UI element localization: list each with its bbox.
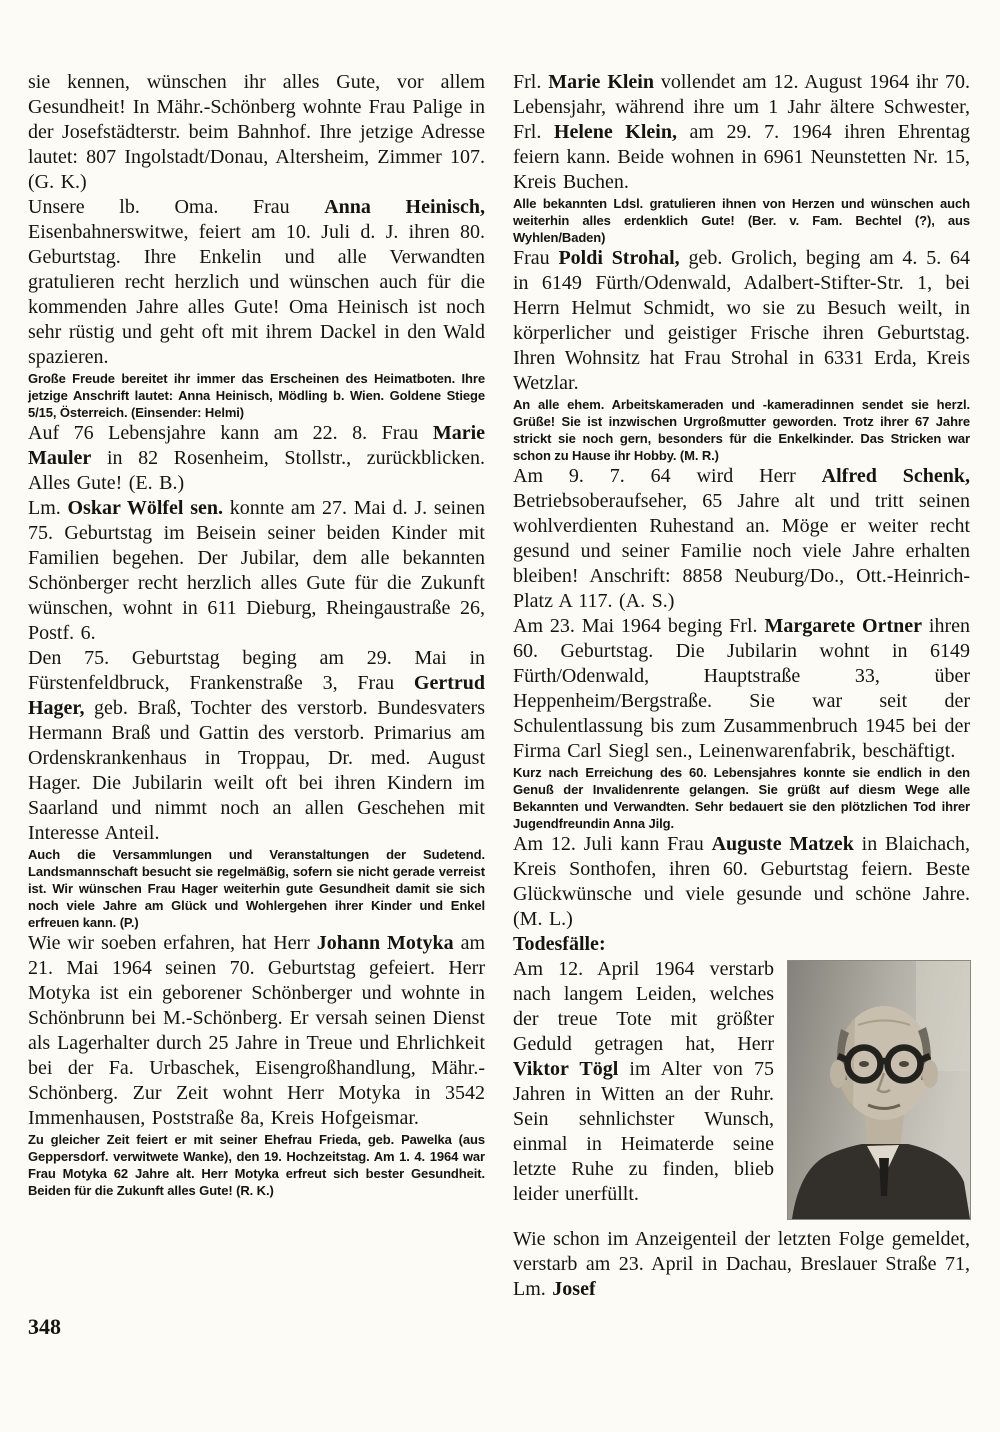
text-run: Frl. xyxy=(513,71,549,93)
bold-run: Gertrud Hager, xyxy=(28,672,485,719)
entry-anna-heinisch xyxy=(28,195,485,370)
bold-run: Marie Klein xyxy=(548,71,654,93)
text-run: ihren 60. Geburtstag. Die Jubilarin wohnt in 6149 Fürth/Odenwald, Hauptstraße 33, über Heppenheim/Bergstraße. Sie war seit der Schulentlassung bis zum Zusammenbruch 1945 bei der Firma Carl Siegl sen., Leinenwarenfabrik, beschäftigt. xyxy=(513,615,970,762)
text-run: Wie wir soeben erfahren, hat Herr xyxy=(28,932,317,954)
obituary-viktor-toegl xyxy=(513,957,970,1207)
text-run: Auch die Versammlungen und Veranstaltungen der Sudetend. Landsmannschaft besucht sie regelmäßig, sofern sie nicht gerade verreist ist. Wir wünschen Frau Hager weiterhin gute Gesundheit damit sie sich noch viele Jahre am Glück und Wohlergehen ihrer Kinder und Enkel erfreuen kann. (P.) xyxy=(28,847,485,930)
obituary-portrait-photo xyxy=(788,961,970,1219)
bold-run: Alfred Schenk, xyxy=(821,465,970,487)
text-run: im Alter von 75 Jahren in Witten an der Ruhr. Sein sehnlichster Wunsch, einmal in Heimaterde seine letzte Ruhe zu finden, blieb leider unerfüllt. xyxy=(513,1058,775,1205)
bold-run: Helene Klein, xyxy=(553,121,677,143)
note-klein-sisters xyxy=(513,195,970,246)
entry-marie-mauler xyxy=(28,421,485,496)
text-run: Betriebsoberaufseher, 65 Jahre alt und tritt seinen wohlverdienten Ruhestand an. Möge er weiter recht gesund und seiner Familie noch viele Jahre erhalten bleiben! Anschrift: 8858 Neuburg/Do., Ott.-Heinrich-Platz A 117. (A. S.) xyxy=(513,490,970,612)
left-column xyxy=(28,70,485,1302)
text-run: konnte am 27. Mai d. J. seinen 75. Geburtstag im Beisein seiner beiden Kinder mit Familien begehen. Der Jubilar, dem alle bekannten Schönberger recht herzlich alles Gute für die Zukunft wünschen, wohnt in 611 Dieburg, Rheingaustraße 26, Postf. 6. xyxy=(28,497,485,644)
entry-gertrud-hager xyxy=(28,646,485,846)
text-run: am 21. Mai 1964 seinen 70. Geburtstag gefeiert. Herr Motyka ist ein geborener Schönberger und wohnte in Schönbrunn bei M.-Schönberg. Er versah seinen Dienst als Lagerhalter durch 25 Jahre in Treue und Ehrlichkeit bei der Fa. Urbaschek, Eisengroßhandlung, Mähr.-Schönberg. Zur Zeit wohnt Herr Motyka in 3542 Immenhausen, Poststraße 8a, Kreis Hofgeismar. xyxy=(28,932,485,1129)
text-run: Zu gleicher Zeit feiert er mit seiner xyxy=(28,1132,265,1147)
text-run: Auf 76 Lebensjahre kann am 22. 8. Frau xyxy=(28,422,433,444)
bold-run: Auguste Matzek xyxy=(711,833,854,855)
text-run: Eisenbahnerswitwe, feiert am 10. Juli d. J. ihren 80. Geburtstag. Ihre Enkelin und alle Verwandten gratulieren recht herzlich und wünschen auch für die kommenden Jahre alles Gute! Oma Heinisch ist noch sehr rüstig und geht oft mit ihrem Dackel in den Wald spazieren. xyxy=(28,221,485,368)
text-run: am 29. 7. 1964 ihren Ehrentag feiern kann. Beide wohnen in 6961 Neunstetten Nr. 15, Kreis Buchen. xyxy=(513,121,970,193)
text-run: geb. Braß, Tochter des verstorb. Bundesvaters Hermann Braß und Gattin des verstorb. Primarius am Ordenskrankenhaus in Troppau, Dr. med. August Hager. Die Jubilarin weilt oft bei ihren Kindern im Saarland und nimmt noch an allen Geschehen mit Interesse Anteil. xyxy=(28,697,485,844)
obituary-josef-continued xyxy=(513,1227,970,1302)
page-number: 348 xyxy=(28,1314,61,1339)
text-run: vollendet am 12. August 1964 ihr 70. Lebensjahr, während ihre um 1 Jahr ältere Schwester, Frl. xyxy=(513,71,970,143)
entry-poldi-strohal xyxy=(513,246,970,396)
entry-auguste-matzek xyxy=(513,832,970,932)
text-run: Den 75. Geburtstag beging am 29. Mai in Fürstenfeldbruck, Frankenstraße 3, Frau xyxy=(28,647,485,694)
bold-run: Josef xyxy=(552,1278,596,1300)
portrait-elderly-man-with-glasses-image xyxy=(788,961,970,1219)
right-column xyxy=(513,70,970,1302)
text-run: geb. Pawelka (aus Geppersdorf. verwitwete Wanke), den 19. Hochzeitstag. Am 1. 4. 1964 war Frau Motyka 62 Jahre alt. Herr Motyka erfreut sich bester Gesundheit. Beiden für die Zukunft alles Gute! (R. K.) xyxy=(28,1132,485,1198)
text-run: Am 9. 7. 64 wird Herr xyxy=(513,465,822,487)
bold-run: Poldi Strohal, xyxy=(558,247,680,269)
text-run: Unsere lb. Oma. Frau xyxy=(28,196,325,218)
entry-alfred-schenk xyxy=(513,464,970,614)
text-run: geb. Grolich, beging am 4. 5. 64 in 6149 Fürth/Odenwald, Adalbert-Stifter-Str. 1, bei Herrn Helmut Schmidt, wo sie zu Besuch weilt, in körperlicher und geistiger Frische ihren Geburtstag. Ihren Wohnsitz hat Frau Strohal in 6331 Erda, Kreis Wetzlar. xyxy=(513,247,970,394)
text-run: Lm. xyxy=(28,497,68,519)
text-run: Am 23. Mai 1964 beging Frl. xyxy=(513,615,765,637)
text-run: Große Freude bereitet ihr immer das Erscheinen des Heimatboten. Ihre jetzige Anschrift lautet: Anna Heinisch, Mödling b. Wien. Goldene Stiege 5/15, Österreich. (Einsender: Helmi) xyxy=(28,371,485,420)
text-run: Am 12. April 1964 verstarb nach langem Leiden, welches der treue Tote mit größter Geduld getragen hat, Herr xyxy=(513,958,774,1055)
deaths-section-heading xyxy=(513,932,970,957)
text-run: sie kennen, wünschen ihr alles Gute, vor allem Gesundheit! In Mähr.-Schönberg wohnte Frau Palige in der Josefstädterstr. beim Bahnhof. Ihre jetzige Adresse lautet: 807 Ingolstadt/Donau, Altersheim, Zimmer 107. (G. K.) xyxy=(28,71,485,193)
note-gertrud-hager xyxy=(28,846,485,931)
bold-run: Anna Heinisch, xyxy=(324,196,485,218)
text-run: in Blaichach, Kreis Sonthofen, ihren 60. Geburtstag feiern. Beste Glückwünsche und viele gesunde und schöne Jahre. (M. L.) xyxy=(513,833,970,930)
note-frieda-motyka xyxy=(28,1131,485,1199)
bold-run: Ehefrau Frieda, xyxy=(264,1132,361,1147)
bold-run: Todesfälle: xyxy=(513,933,606,955)
note-margarete-ortner xyxy=(513,764,970,832)
bold-run: Margarete Ortner xyxy=(764,615,922,637)
text-run: Kurz nach Erreichung des 60. Lebensjahres konnte sie endlich in den Genuß der Invalidenrente gelangen. Sie grüßt auf diesm Wege alle Bekannten und Verwandten. Sehr bedauert sie den plötzlichen Tod ihrer Jugendfreundin Anna Jilg. xyxy=(513,765,970,831)
text-run: Wie schon im Anzeigenteil der letzten Folge gemeldet, verstarb am 23. April in Dachau, Breslauer Straße 71, Lm. xyxy=(513,1228,970,1300)
text-run: Frau xyxy=(513,247,559,269)
entry-klein-sisters xyxy=(513,70,970,195)
entry-frau-palige-continued xyxy=(28,70,485,195)
bold-run: Oskar Wölfel sen. xyxy=(67,497,223,519)
text-run: Alle bekannten Ldsl. gratulieren ihnen von Herzen und wünschen auch weiterhin alles erdenklich Gute! (Ber. v. Fam. Bechtel (?), aus Wyhlen/Baden) xyxy=(513,196,970,245)
bold-run: Johann Motyka xyxy=(316,932,454,954)
entry-oskar-woelfel xyxy=(28,496,485,646)
entry-johann-motyka xyxy=(28,931,485,1131)
text-run: Am 12. Juli kann Frau xyxy=(513,833,712,855)
text-run: in 82 Rosenheim, Stollstr., zurückblicken. Alles Gute! (E. B.) xyxy=(28,447,485,494)
note-anna-heinisch xyxy=(28,370,485,421)
text-run: An alle ehem. Arbeitskameraden und -kameradinnen sendet sie herzl. Grüße! Sie ist inzwischen Urgroßmutter geworden. Trotz ihrer 67 Jahre strickt sie noch gern, besonders für die Enkelkinder. Das Stricken war schon zu Hause ihr Hobby. (M. R.) xyxy=(513,397,970,463)
bold-run: Marie Mauler xyxy=(28,422,485,469)
note-poldi-strohal xyxy=(513,396,970,464)
bold-run: Viktor Tögl xyxy=(513,1058,619,1080)
entry-margarete-ortner xyxy=(513,614,970,764)
